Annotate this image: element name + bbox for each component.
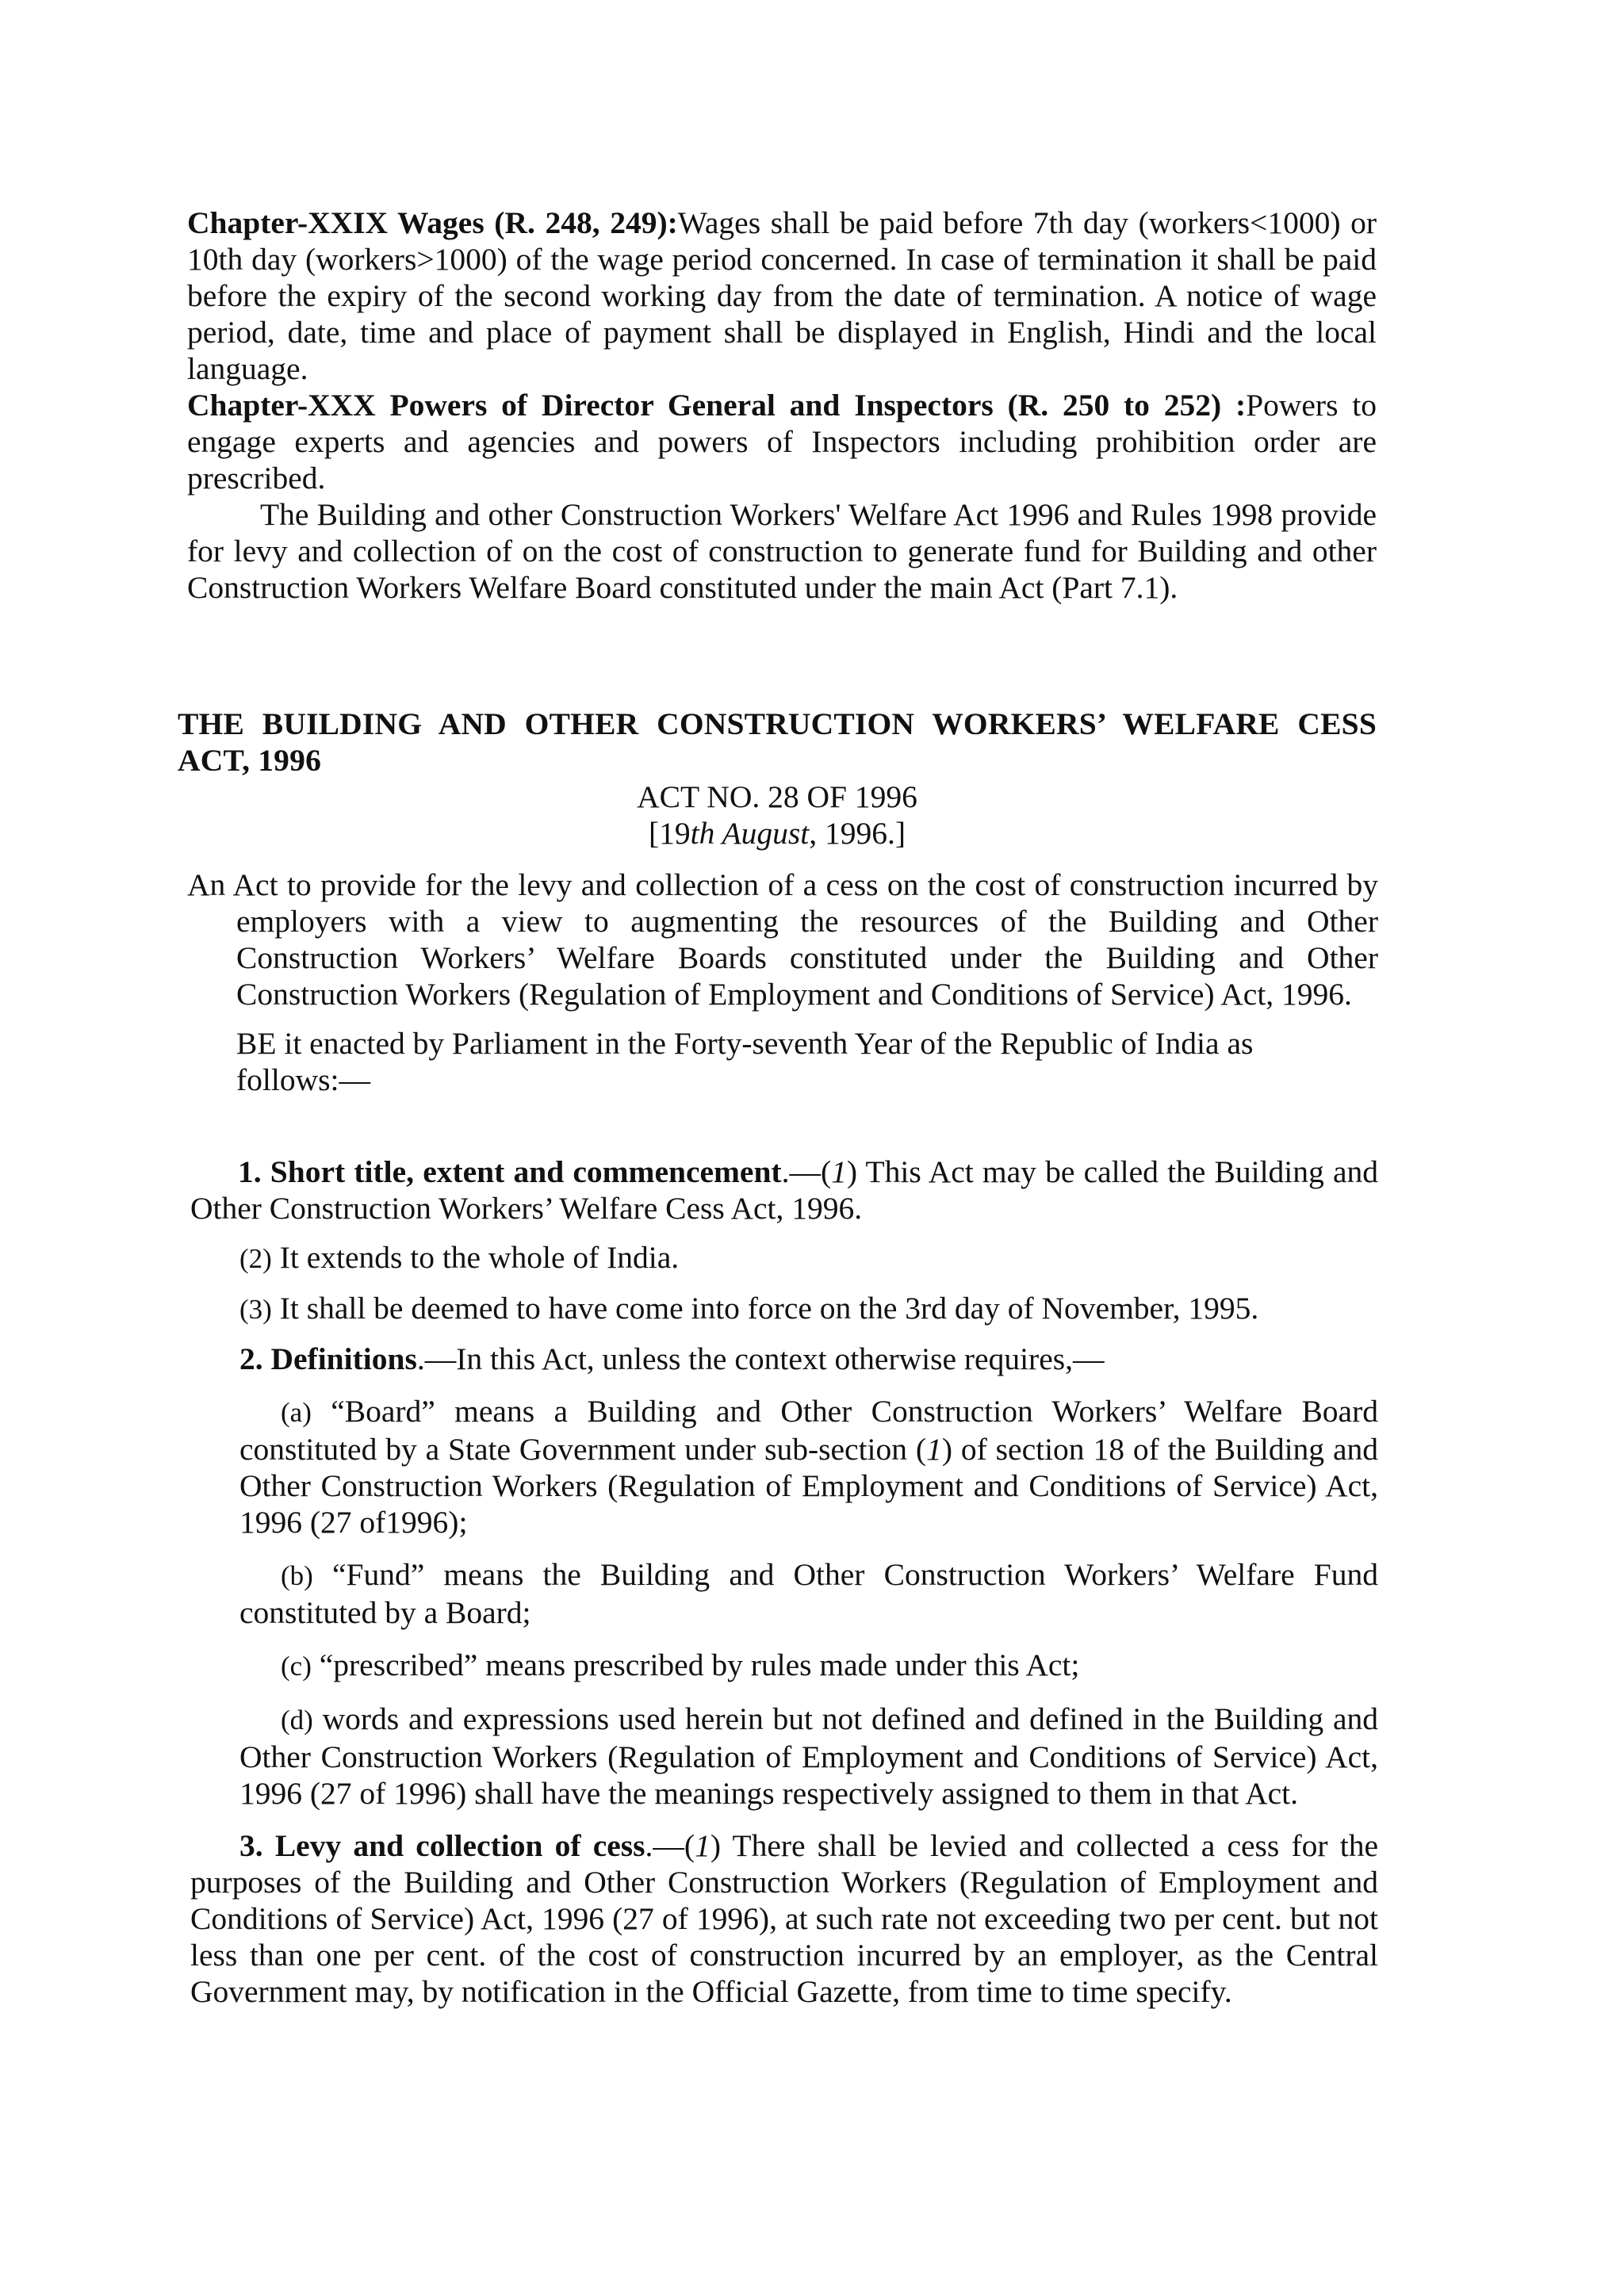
section-3-dash: .—(: [645, 1828, 695, 1863]
section-2-c: [190, 1647, 1378, 1685]
section-3-text: ) There shall be levied and collected a cess for the purposes of the Building and Other Construction Workers (Regulation of Employment and Conditions of Service) Act, 1996 (27 of 1996), at such rate not exceeding two per cent. but not less than one per cent. of the cost of construction incurred by an employer, as the Central Government may, by notification in the Official Gazette, from time to time specify.: [190, 1828, 1378, 2009]
chapter-30-title: Chapter-XXX Powers of Director General and Inspectors (R. 250 to 252) :: [187, 388, 1247, 423]
section-1-title: 1. Short title, extent and commencement: [238, 1154, 782, 1189]
section-2-a-num: (a): [281, 1397, 312, 1428]
section-1-text: ) This Act may be called the Building and Other Construction Workers’ Welfare Cess Act, 1996.: [190, 1154, 1378, 1226]
chapters-section: [187, 205, 1377, 606]
act-date-month: th August: [690, 816, 810, 851]
section-2-b: [190, 1556, 1378, 1631]
section-2-d-num: (d): [281, 1705, 313, 1735]
section-2: [190, 1341, 1378, 1377]
act-date-open: [19: [648, 816, 691, 851]
act-date-close: , 1996.]: [809, 816, 906, 851]
enacting-clause: BE it enacted by Parliament in the Forty-seventh Year of the Republic of India as follows:—: [236, 1026, 1254, 1097]
section-3-num: 1: [695, 1828, 710, 1863]
section-1-num: 1: [831, 1154, 847, 1189]
section-1-2: [190, 1239, 1378, 1277]
section-2-c-text: “prescribed” means prescribed by rules made under this Act;: [311, 1647, 1080, 1682]
section-2-a-post: ) of section 18 of the Building and Other Construction Workers (Regulation of Employment and Conditions of Service) Act, 1996 (27 of1996);: [239, 1432, 1378, 1540]
cess-intro-paragraph: The Building and other Construction Workers' Welfare Act 1996 and Rules 1998 provide for levy and collection of on the cost of construction to generate fund for Building and other Construction Workers Welfare Board constituted under the main Act (Part 7.1).: [187, 497, 1377, 605]
section-2-b-num: (b): [281, 1560, 313, 1591]
section-1-2-text: It extends to the whole of India.: [271, 1240, 680, 1275]
chapter-29-paragraph: [187, 205, 1377, 387]
section-1-3-text: It shall be deemed to have come into force on the 3rd day of November, 1995.: [271, 1291, 1259, 1326]
section-2-title: 2. Definitions: [239, 1341, 417, 1376]
section-1-2-num: (2): [239, 1243, 272, 1274]
act-number: ACT NO. 28 OF 1996: [637, 779, 917, 814]
chapter-29-title: Chapter-XXIX Wages (R. 248, 249):: [187, 205, 678, 240]
chapter-30-paragraph: [187, 387, 1377, 496]
section-1-3: [190, 1290, 1378, 1328]
section-2-c-num: (c): [281, 1651, 312, 1682]
section-3: [190, 1827, 1378, 2010]
act-preamble: An Act to provide for the levy and collection of a cess on the cost of construction incurred by employers with a view to augmenting the resources of the Building and Other Construction Workers’ Welfare Boards constituted under the Building and Other Construction Workers (Regulation of Employment and Conditions of Service) Act, 1996.: [187, 867, 1378, 1012]
section-2-a-pre: “Board” means a Building and Other Construction Workers’ Welfare Board constituted by a State Government under sub-section (: [239, 1394, 1378, 1467]
section-2-a: [190, 1393, 1378, 1540]
act-heading: THE BUILDING AND OTHER CONSTRUCTION WORKERS’ WELFARE CESS ACT, 1996: [178, 706, 1377, 778]
section-1-dash: .—(: [781, 1154, 832, 1189]
act-date: [178, 815, 1377, 851]
chapter-30-body: Powers to engage experts and agencies and powers of Inspectors including prohibition order are prescribed.: [187, 388, 1377, 496]
section-1-3-num: (3): [239, 1294, 272, 1325]
section-2-d-text: words and expressions used herein but not defined and defined in the Building and Other Construction Workers (Regulation of Employment and Conditions of Service) Act, 1996 (27 of 1996) shall have the meanings respectively assigned to them in that Act.: [239, 1701, 1378, 1811]
section-1: [190, 1154, 1378, 1226]
section-2-b-text: “Fund” means the Building and Other Construction Workers’ Welfare Fund constituted by a Board;: [239, 1557, 1378, 1630]
sections-block: [190, 1154, 1378, 2010]
section-2-text: .—In this Act, unless the context otherwise requires,—: [416, 1341, 1105, 1376]
act-header: [178, 706, 1377, 851]
section-2-a-subnum: 1: [926, 1432, 942, 1467]
section-3-title: 3. Levy and collection of cess: [239, 1828, 645, 1863]
preamble-block: [187, 867, 1378, 1098]
section-2-d: [190, 1701, 1378, 1812]
chapter-29-body: Wages shall be paid before 7th day (workers<1000) or 10th day (workers>1000) of the wage period concerned. In case of termination it shall be paid before the expiry of the second working day from the date of termination. A notice of wage period, date, time and place of payment shall be displayed in English, Hindi and the local language.: [187, 205, 1377, 386]
